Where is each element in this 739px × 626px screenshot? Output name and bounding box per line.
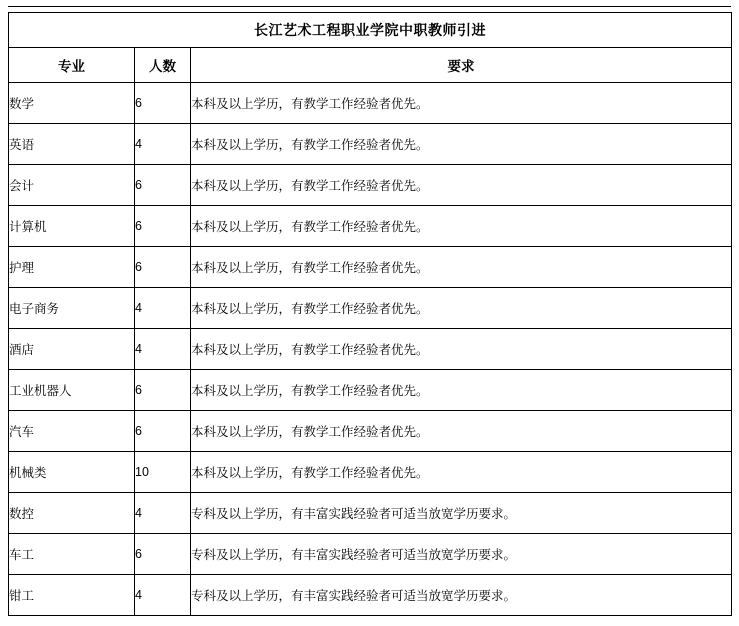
cell-major: 会计 [9, 165, 135, 206]
cell-major: 计算机 [9, 206, 135, 247]
cell-count: 6 [135, 370, 191, 411]
cell-requirement: 专科及以上学历，有丰富实践经验者可适当放宽学历要求。 [191, 575, 732, 616]
cell-count: 4 [135, 329, 191, 370]
header-requirement: 要求 [191, 48, 732, 83]
table-row [9, 206, 732, 247]
cell-requirement: 专科及以上学历，有丰富实践经验者可适当放宽学历要求。 [191, 534, 732, 575]
table-row [9, 83, 732, 124]
cell-requirement: 本科及以上学历，有教学工作经验者优先。 [191, 165, 732, 206]
cell-requirement: 本科及以上学历，有教学工作经验者优先。 [191, 288, 732, 329]
cell-major: 电子商务 [9, 288, 135, 329]
cell-count: 6 [135, 83, 191, 124]
cell-count: 4 [135, 288, 191, 329]
top-divider [8, 6, 731, 7]
table-row [9, 370, 732, 411]
cell-major: 酒店 [9, 329, 135, 370]
table-header-row [9, 48, 732, 83]
recruitment-table [8, 12, 732, 616]
cell-count: 6 [135, 206, 191, 247]
cell-major: 英语 [9, 124, 135, 165]
cell-requirement: 本科及以上学历，有教学工作经验者优先。 [191, 206, 732, 247]
table-body [9, 13, 732, 616]
table-row [9, 329, 732, 370]
cell-major: 护理 [9, 247, 135, 288]
cell-count: 6 [135, 247, 191, 288]
cell-major: 工业机器人 [9, 370, 135, 411]
table-row [9, 452, 732, 493]
cell-major: 车工 [9, 534, 135, 575]
table-row [9, 288, 732, 329]
cell-requirement: 本科及以上学历，有教学工作经验者优先。 [191, 370, 732, 411]
cell-major: 汽车 [9, 411, 135, 452]
cell-count: 10 [135, 452, 191, 493]
cell-count: 6 [135, 411, 191, 452]
table-row [9, 124, 732, 165]
cell-requirement: 本科及以上学历，有教学工作经验者优先。 [191, 329, 732, 370]
table-row [9, 493, 732, 534]
cell-major: 钳工 [9, 575, 135, 616]
header-count: 人数 [135, 48, 191, 83]
cell-requirement: 本科及以上学历，有教学工作经验者优先。 [191, 83, 732, 124]
table-title: 长江艺术工程职业学院中职教师引进 [9, 13, 732, 48]
cell-requirement: 专科及以上学历，有丰富实践经验者可适当放宽学历要求。 [191, 493, 732, 534]
cell-count: 4 [135, 124, 191, 165]
cell-count: 6 [135, 534, 191, 575]
cell-requirement: 本科及以上学历，有教学工作经验者优先。 [191, 411, 732, 452]
table-row [9, 575, 732, 616]
table-title-row [9, 13, 732, 48]
table-row [9, 165, 732, 206]
header-major: 专业 [9, 48, 135, 83]
cell-requirement: 本科及以上学历，有教学工作经验者优先。 [191, 452, 732, 493]
cell-count: 4 [135, 493, 191, 534]
table-row [9, 411, 732, 452]
table-row [9, 534, 732, 575]
cell-requirement: 本科及以上学历，有教学工作经验者优先。 [191, 124, 732, 165]
cell-major: 机械类 [9, 452, 135, 493]
cell-requirement: 本科及以上学历，有教学工作经验者优先。 [191, 247, 732, 288]
cell-major: 数学 [9, 83, 135, 124]
table-row [9, 247, 732, 288]
cell-major: 数控 [9, 493, 135, 534]
cell-count: 6 [135, 165, 191, 206]
cell-count: 4 [135, 575, 191, 616]
